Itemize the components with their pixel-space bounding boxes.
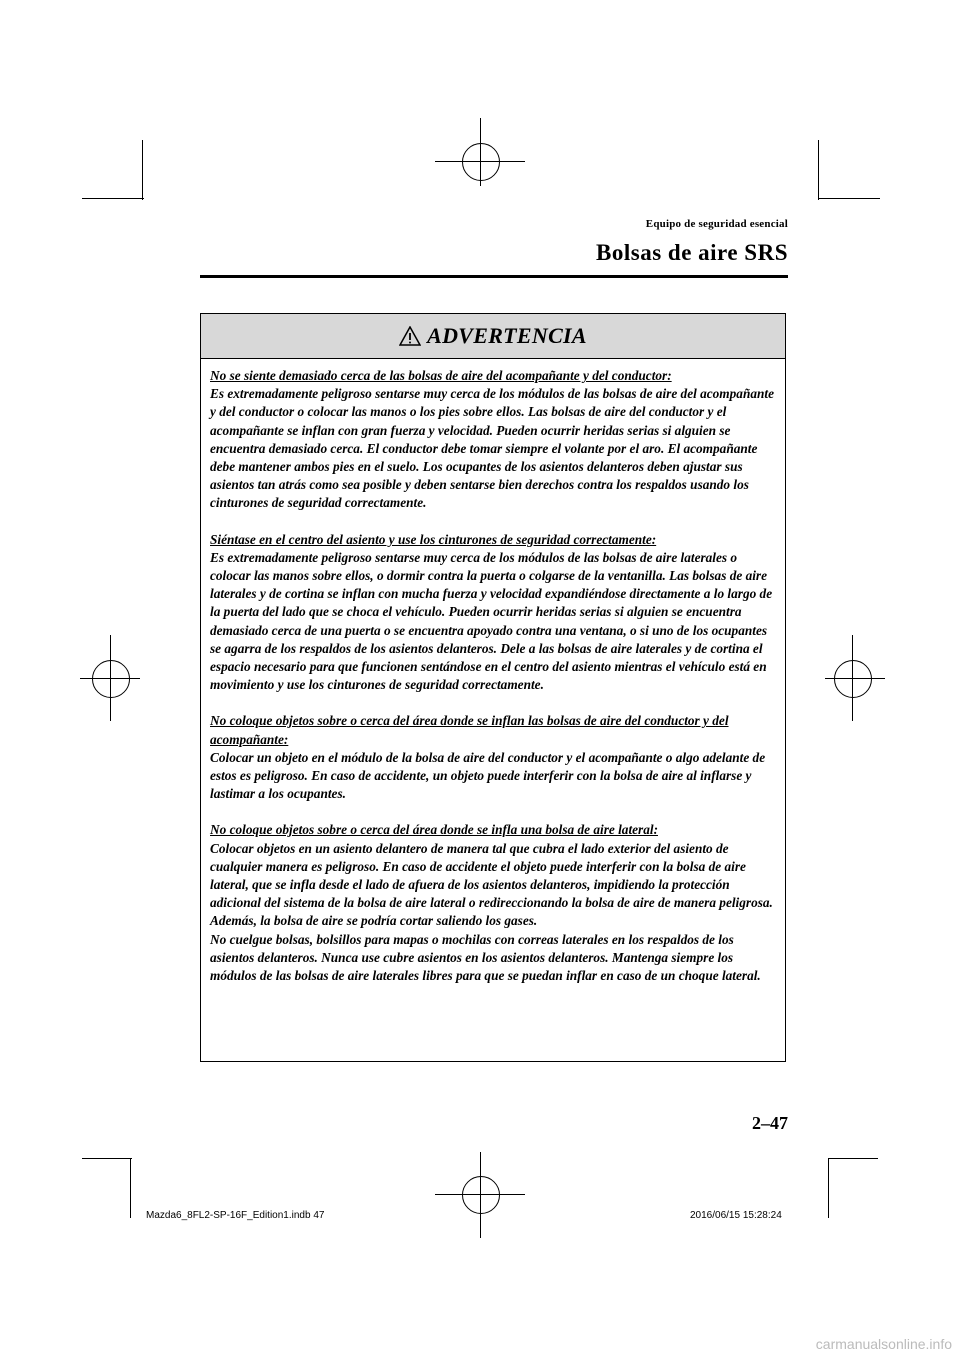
warning-box (200, 313, 786, 1062)
warning-section (210, 531, 777, 695)
footer-file: Mazda6_8FL2-SP-16F_Edition1.indb 47 (146, 1210, 325, 1221)
section-text: Es extremadamente peligroso sentarse muy cerca de los módulos de las bolsas de aire laterales o colocar las manos sobre ellos, o dormir contra la puerta o colgarse de la ventanilla. Las bolsas de aire laterales y de cortina se inflan con mucha fuerza y velocidad expandiéndose directamente a lo largo de la puerta del lado que se choca el vehículo. Pueden ocurrir heridas serias si alguien se encuentra demasiado cerca de una puerta o se encuentra apoyado contra una ventana, o si uno de los ocupantes se agarra de los respaldos de los asientos delanteros. Dele a las bolsas de aire laterales y de cortina el espacio necesario para que funcionen sentándose en el centro del asiento mientras el vehículo está en movimiento y use los cinturones de seguridad correctamente. (210, 549, 773, 693)
header-rule (200, 275, 788, 278)
warning-section (210, 712, 777, 803)
section-text: Colocar un objeto en el módulo de la bolsa de aire del conductor y el acompañante o algo adelante de estos es peligroso. En caso de accidente, un objeto puede interferir con la bolsa de aire al inflarse y lastimar a los ocupantes. (210, 749, 766, 802)
footer-timestamp: 2016/06/15 15:28:24 (690, 1210, 782, 1221)
warning-title: ADVERTENCIA (427, 323, 587, 348)
warning-section (210, 821, 777, 985)
section-label: Equipo de seguridad esencial (645, 218, 788, 230)
page-number: 2–47 (752, 1113, 788, 1133)
warning-header (201, 314, 785, 359)
page-title: Bolsas de aire SRS (596, 240, 788, 265)
warning-section (210, 367, 777, 513)
section-text: Es extremadamente peligroso sentarse muy cerca de los módulos de las bolsas de aire del acompañante y del conductor o colocar las manos o los pies sobre ellos. Las bolsas de aire del conductor y el acompañante se inflan con gran fuerza y velocidad. Pueden ocurrir heridas serias si alguien se encuentra demasiado cerca. El conductor debe tomar siempre el volante por el aro. El acompañante debe mantener ambos pies en el suelo. Los ocupantes de los asientos delanteros deben ajustar sus asientos tan atrás como sea posible y deben sentarse bien derechos contra los respaldos usando los cinturones de seguridad correctamente. (210, 386, 774, 511)
section-heading: No coloque objetos sobre o cerca del área donde se inflan las bolsas de aire del conductor y del acompañante: (210, 713, 729, 747)
section-heading: No coloque objetos sobre o cerca del área donde se infla una bolsa de aire lateral: (210, 822, 658, 838)
section-heading: No se siente demasiado cerca de las bolsas de aire del acompañante y del conductor: (210, 368, 672, 383)
warning-body (201, 359, 785, 985)
watermark: carmanualsonline.info (815, 1336, 952, 1352)
warning-triangle-icon (399, 326, 421, 346)
section-text: No cuelgue bolsas, bolsillos para mapas o mochilas con correas laterales en los respaldos de los asientos delanteros. Nunca use cubre asientos en los asientos delanteros. Mantenga siempre los módulos de las bolsas de aire laterales libres para que se puedan inflar en caso de un choque lateral. (210, 931, 761, 984)
section-heading: Siéntase en el centro del asiento y use los cinturones de seguridad correctamente: (210, 531, 657, 547)
section-text: Colocar objetos en un asiento delantero de manera tal que cubra el lado exterior del asiento de cualquier manera es peligroso. En caso de accidente el objeto puede interferir con la bolsa de aire lateral, que se infla desde el lado de afuera de los asientos delanteros, impidiendo la protección adicional del sistema de la bolsa de aire lateral o redireccionando la bolsa de aire de manera peligrosa. Además, la bolsa de aire se podría cortar saliendo los gases. (210, 840, 773, 929)
